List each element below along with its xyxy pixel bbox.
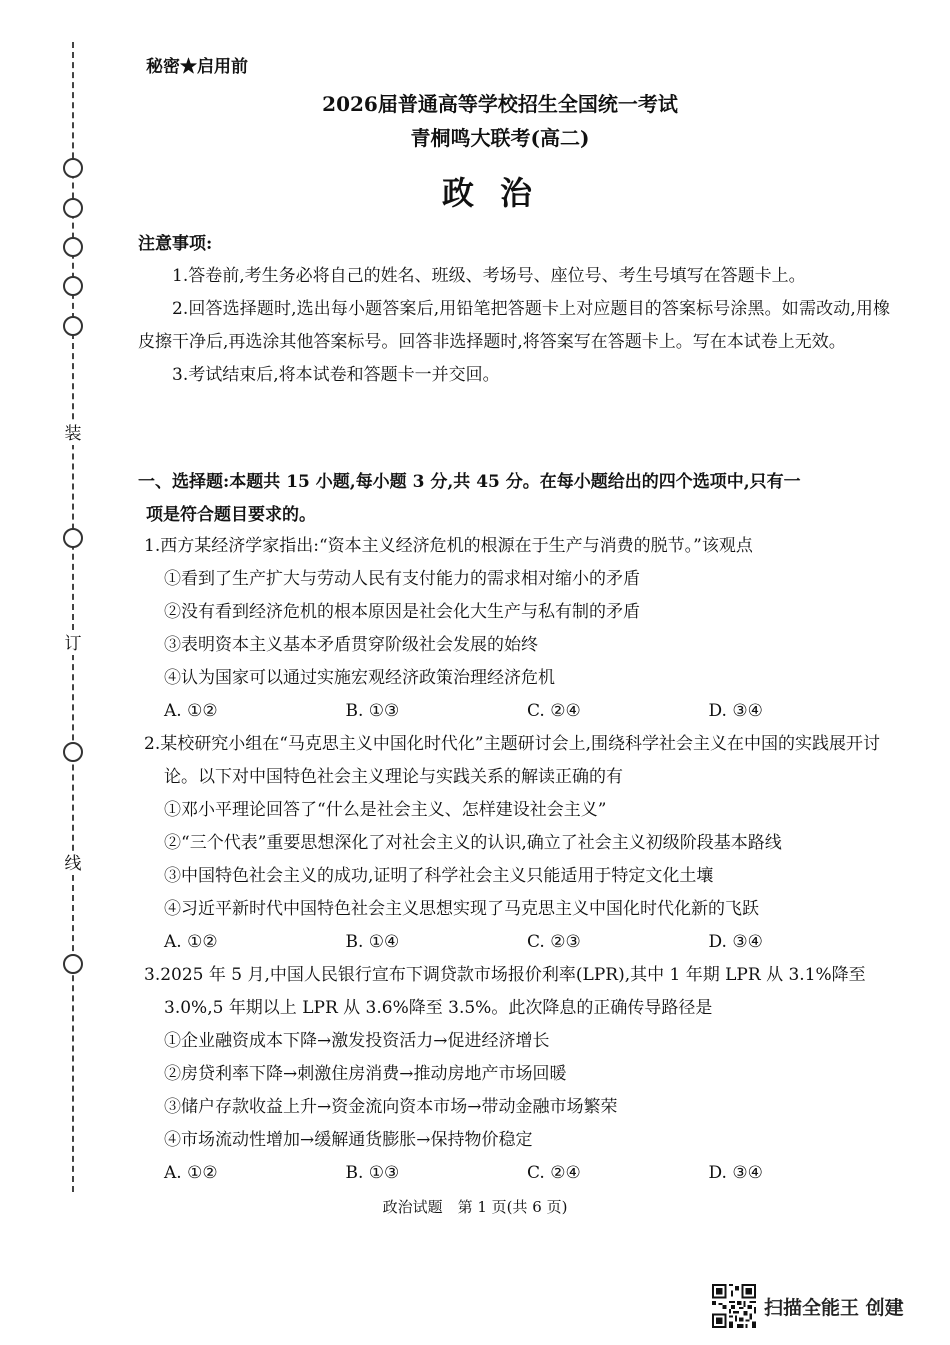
- section-instruction-line1: 一、选择题:本题共 15 小题,每小题 3 分,共 45 分。在每小题给出的四个选项中,只有一: [138, 472, 801, 492]
- option-d: D. ③④: [708, 932, 763, 952]
- question-list: [138, 530, 890, 1190]
- options-row: [138, 695, 890, 728]
- binding-hole-8: [63, 954, 83, 974]
- statement: ①邓小平理论回答了“什么是社会主义、怎样建设社会主义”: [164, 800, 607, 820]
- statement: ③表明资本主义基本矛盾贯穿阶级社会发展的始终: [164, 635, 538, 655]
- question-stem: 1.西方某经济学家指出:“资本主义经济危机的根源在于生产与消费的脱节。”该观点: [144, 536, 753, 556]
- subject-title: 政治: [441, 174, 558, 212]
- section-instruction-line2: 项是符合题目要求的。: [146, 505, 316, 525]
- statement: ④市场流动性增加→缓解通货膨胀→保持物价稳定: [164, 1130, 533, 1150]
- qr-code-icon: [712, 1284, 756, 1328]
- binding-char-xian: 线: [62, 853, 84, 875]
- question-1: [138, 530, 890, 728]
- option-a: A. ①②: [164, 932, 218, 952]
- notice-item: 3.考试结束后,将本试卷和答题卡一并交回。: [172, 365, 500, 385]
- binding-hole-6: [63, 528, 83, 548]
- statement: ③储户存款收益上升→资金流向资本市场→带动金融市场繁荣: [164, 1097, 618, 1117]
- statement: ②没有看到经济危机的根本原因是社会化大生产与私有制的矛盾: [164, 602, 640, 622]
- option-a: A. ①②: [164, 1163, 218, 1183]
- notice-item: 1.答卷前,考生务必将自己的姓名、班级、考场号、座位号、考生号填写在答题卡上。: [172, 266, 806, 286]
- notice-item: 2.回答选择题时,选出每小题答案后,用铅笔把答题卡上对应题目的答案标号涂黑。如需改动,用橡皮擦干净后,再选涂其他答案标号。回答非选择题时,将答案写在答题卡上。写在本试卷上无效。: [138, 299, 890, 352]
- notice-title: 注意事项:: [138, 234, 213, 254]
- binding-hole-5: [63, 316, 83, 336]
- statement: ①企业融资成本下降→激发投资活力→促进经济增长: [164, 1031, 550, 1051]
- section-header: [138, 466, 890, 532]
- option-d: D. ③④: [708, 701, 763, 721]
- options-row: [138, 926, 890, 959]
- binding-hole-7: [63, 742, 83, 762]
- option-b: B. ①③: [345, 1163, 400, 1183]
- options-row: [138, 1157, 890, 1190]
- option-a: A. ①②: [164, 701, 218, 721]
- option-b: B. ①③: [345, 701, 400, 721]
- option-c: C. ②④: [527, 701, 581, 721]
- statement: ①看到了生产扩大与劳动人民有支付能力的需求相对缩小的矛盾: [164, 569, 640, 589]
- confidential-label: 秘密★启用前: [146, 57, 248, 77]
- page-footer: 政治试题 第 1 页(共 6 页): [382, 1198, 568, 1216]
- question-2: [138, 728, 890, 959]
- scanner-watermark: [712, 1284, 904, 1328]
- binding-char-zhuang: 装: [62, 423, 84, 445]
- exam-subtitle: 青桐鸣大联考(高二): [410, 126, 590, 150]
- option-b: B. ①④: [345, 932, 400, 952]
- statement: ②“三个代表”重要思想深化了对社会主义的认识,确立了社会主义初级阶段基本路线: [164, 833, 782, 853]
- exam-title: 2026届普通高等学校招生全国统一考试: [322, 92, 678, 116]
- statement: ②房贷利率下降→刺激住房消费→推动房地产市场回暖: [164, 1064, 567, 1084]
- binding-hole-3: [63, 237, 83, 257]
- statement: ④习近平新时代中国特色社会主义思想实现了马克思主义中国化时代化新的飞跃: [164, 899, 759, 919]
- notice-list: [138, 260, 890, 392]
- question-stem: 2.某校研究小组在“马克思主义中国化时代化”主题研讨会上,围绕科学社会主义在中国的实践展开讨论。以下对中国特色社会主义理论与实践关系的解读正确的有: [144, 734, 881, 787]
- statement: ④认为国家可以通过实施宏观经济政策治理经济危机: [164, 668, 555, 688]
- question-3: [138, 959, 890, 1190]
- option-d: D. ③④: [708, 1163, 763, 1183]
- statement: ③中国特色社会主义的成功,证明了科学社会主义只能适用于特定文化土壤: [164, 866, 714, 886]
- question-stem: 3.2025 年 5 月,中国人民银行宣布下调贷款市场报价利率(LPR),其中 1 年期 LPR 从 3.1%降至 3.0%,5 年期以上 LPR 从 3.6%降至 3.5%。此次降息的正确传导路径是: [144, 965, 866, 1018]
- binding-char-ding: 订: [62, 633, 84, 655]
- option-c: C. ②③: [527, 932, 581, 952]
- option-c: C. ②④: [527, 1163, 581, 1183]
- binding-hole-4: [63, 276, 83, 296]
- scanner-watermark-text: 扫描全能王 创建: [764, 1296, 904, 1319]
